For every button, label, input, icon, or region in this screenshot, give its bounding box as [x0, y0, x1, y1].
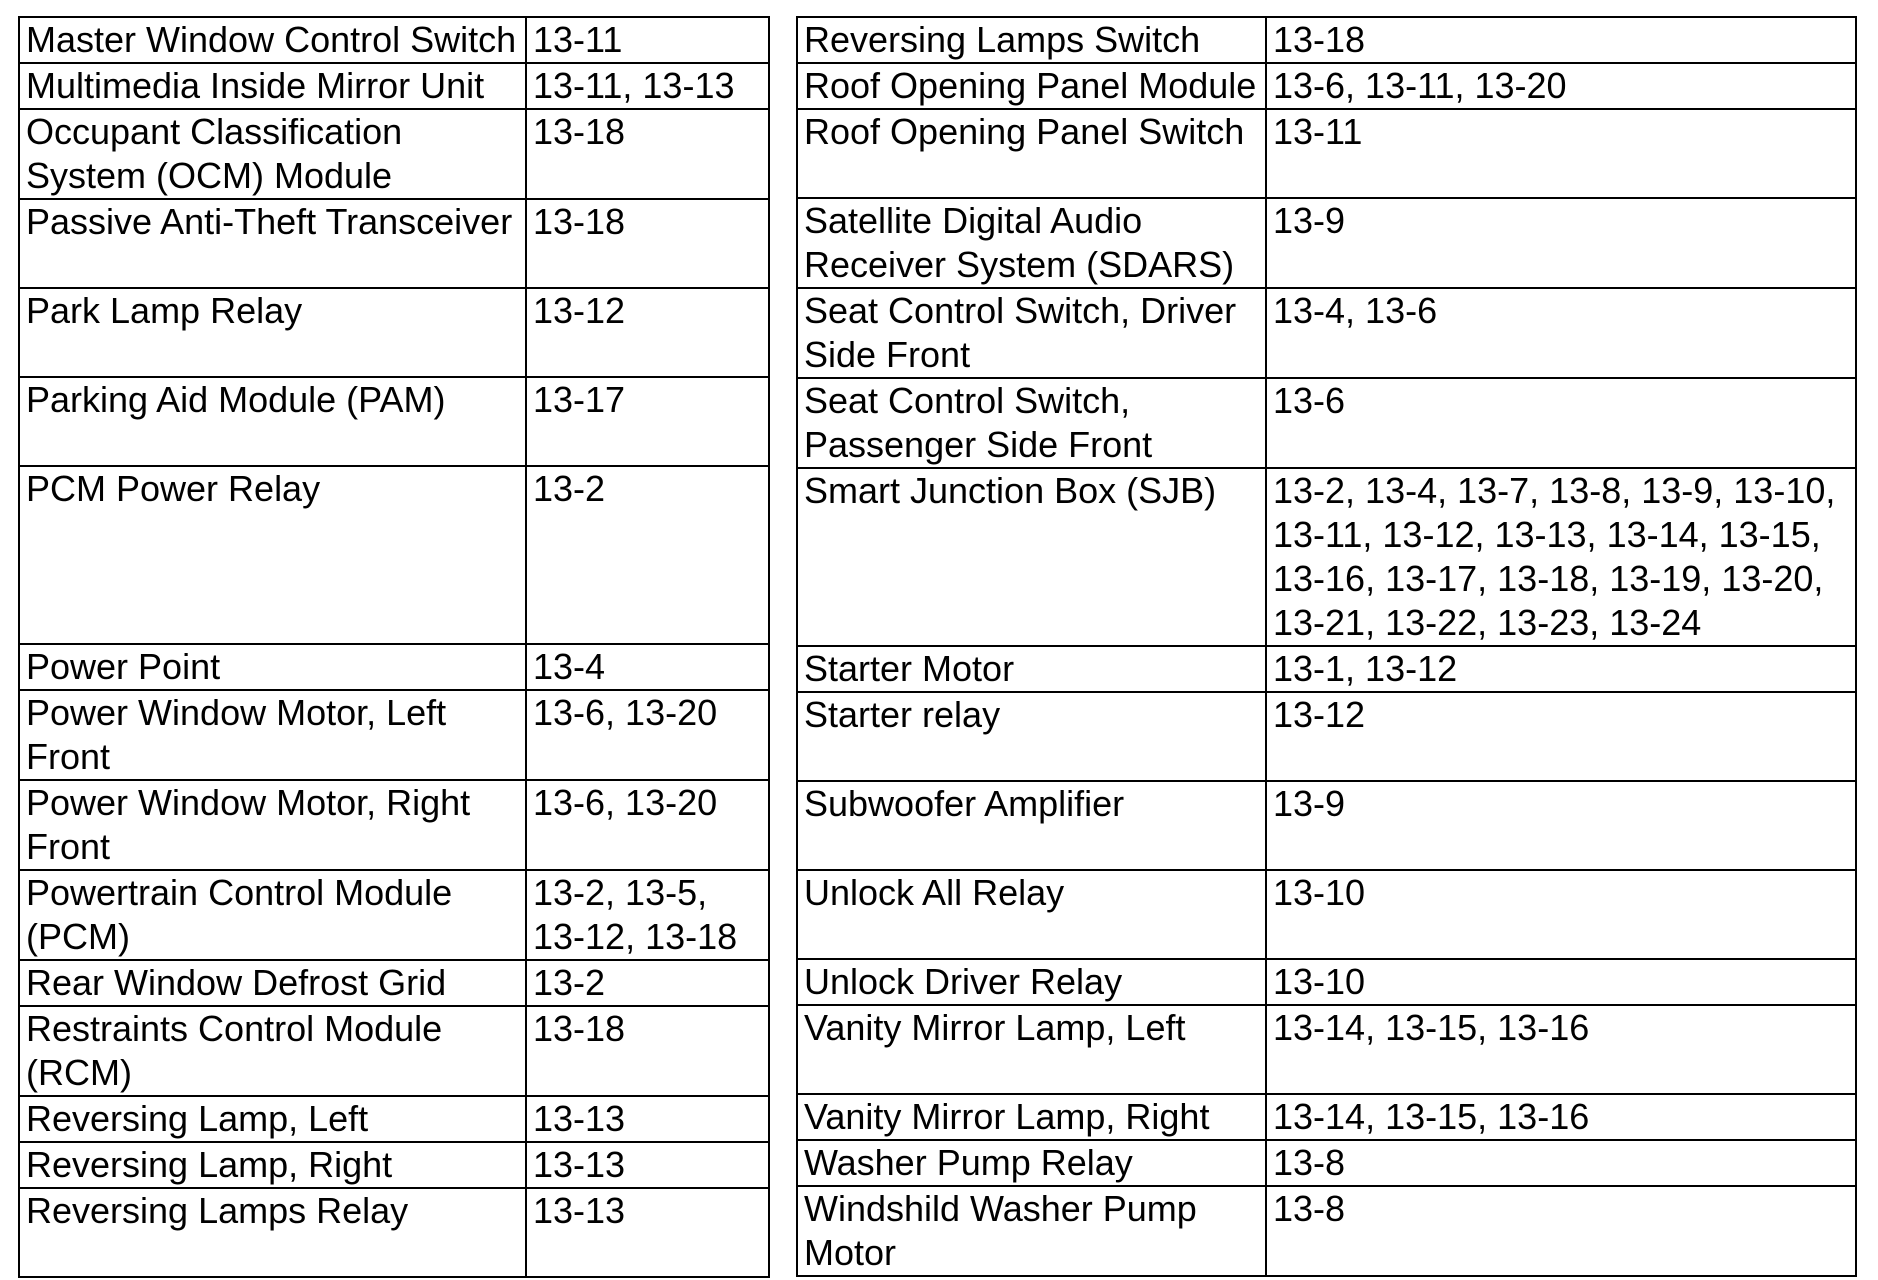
page-refs-cell: 13-4, 13-6 [1266, 288, 1856, 378]
table-row [19, 780, 769, 870]
table-row [797, 109, 1856, 198]
component-name-cell: Starter relay [797, 692, 1266, 781]
component-name-cell: Subwoofer Amplifier [797, 781, 1266, 870]
page-refs-cell: 13-18 [526, 109, 769, 199]
component-index-table-left [18, 16, 770, 1278]
page-refs-cell: 13-13 [526, 1142, 769, 1188]
component-name-cell: Reversing Lamps Relay [19, 1188, 526, 1277]
component-name-cell: Satellite Digital Audio Receiver System (SDARS) [797, 198, 1266, 288]
component-name-cell: Rear Window Defrost Grid [19, 960, 526, 1006]
component-name-cell: PCM Power Relay [19, 466, 526, 644]
page-refs-cell: 13-4 [526, 644, 769, 690]
component-name-cell: Seat Control Switch, Driver Side Front [797, 288, 1266, 378]
page-refs-cell: 13-12 [526, 288, 769, 377]
table-row [19, 1188, 769, 1277]
component-name-cell: Washer Pump Relay [797, 1140, 1266, 1186]
table-row [19, 870, 769, 960]
page-refs-cell: 13-2, 13-5, 13-12, 13-18 [526, 870, 769, 960]
component-name-cell: Power Window Motor, Right Front [19, 780, 526, 870]
component-index-table-right [796, 16, 1857, 1277]
table-row [19, 1142, 769, 1188]
table-row [797, 1005, 1856, 1094]
component-name-cell: Occupant Classification System (OCM) Module [19, 109, 526, 199]
table-row [19, 288, 769, 377]
page-refs-cell: 13-12 [1266, 692, 1856, 781]
table-row [19, 1096, 769, 1142]
table-row [797, 378, 1856, 468]
table-row [19, 109, 769, 199]
component-name-cell: Unlock Driver Relay [797, 959, 1266, 1005]
component-name-cell: Power Window Motor, Left Front [19, 690, 526, 780]
table-row [19, 17, 769, 63]
component-name-cell: Windshild Washer Pump Motor [797, 1186, 1266, 1276]
component-name-cell: Reversing Lamp, Right [19, 1142, 526, 1188]
table-row [19, 960, 769, 1006]
component-name-cell: Restraints Control Module (RCM) [19, 1006, 526, 1096]
page-refs-cell: 13-17 [526, 377, 769, 466]
page-refs-cell: 13-2 [526, 466, 769, 644]
component-name-cell: Master Window Control Switch [19, 17, 526, 63]
table-row [19, 377, 769, 466]
component-name-cell: Roof Opening Panel Switch [797, 109, 1266, 198]
table-row [797, 646, 1856, 692]
table-row [797, 63, 1856, 109]
table-row [19, 63, 769, 109]
table-row [797, 1140, 1856, 1186]
page-refs-cell: 13-14, 13-15, 13-16 [1266, 1005, 1856, 1094]
page-refs-cell: 13-13 [526, 1188, 769, 1277]
page-refs-cell: 13-18 [526, 1006, 769, 1096]
component-name-cell: Parking Aid Module (PAM) [19, 377, 526, 466]
page-refs-cell: 13-6, 13-11, 13-20 [1266, 63, 1856, 109]
page-refs-cell: 13-18 [1266, 17, 1856, 63]
component-name-cell: Reversing Lamps Switch [797, 17, 1266, 63]
page-refs-cell: 13-13 [526, 1096, 769, 1142]
table-row [797, 870, 1856, 959]
page-refs-cell: 13-6 [1266, 378, 1856, 468]
table-row [797, 17, 1856, 63]
table-row [797, 1186, 1856, 1276]
page-refs-cell: 13-10 [1266, 959, 1856, 1005]
page-refs-cell: 13-9 [1266, 198, 1856, 288]
page-refs-cell: 13-2, 13-4, 13-7, 13-8, 13-9, 13-10, 13-11, 13-12, 13-13, 13-14, 13-15, 13-16, 13-17, 13-18, 13-19, 13-20, 13-21, 13-22, 13-23, 13-24 [1266, 468, 1856, 646]
component-name-cell: Seat Control Switch, Passenger Side Front [797, 378, 1266, 468]
table-row [797, 959, 1856, 1005]
table-row [797, 198, 1856, 288]
table-row [19, 690, 769, 780]
component-name-cell: Vanity Mirror Lamp, Left [797, 1005, 1266, 1094]
page-refs-cell: 13-10 [1266, 870, 1856, 959]
component-name-cell: Power Point [19, 644, 526, 690]
page-refs-cell: 13-1, 13-12 [1266, 646, 1856, 692]
page-refs-cell: 13-18 [526, 199, 769, 288]
component-name-cell: Park Lamp Relay [19, 288, 526, 377]
page-refs-cell: 13-2 [526, 960, 769, 1006]
component-name-cell: Powertrain Control Module (PCM) [19, 870, 526, 960]
component-name-cell: Roof Opening Panel Module [797, 63, 1266, 109]
page-refs-cell: 13-6, 13-20 [526, 690, 769, 780]
table-row [797, 468, 1856, 646]
component-name-cell: Passive Anti-Theft Transceiver [19, 199, 526, 288]
table-row [19, 466, 769, 644]
page-refs-cell: 13-14, 13-15, 13-16 [1266, 1094, 1856, 1140]
page-refs-cell: 13-9 [1266, 781, 1856, 870]
page-refs-cell: 13-8 [1266, 1186, 1856, 1276]
page-refs-cell: 13-11 [1266, 109, 1856, 198]
component-name-cell: Vanity Mirror Lamp, Right [797, 1094, 1266, 1140]
table-row [797, 692, 1856, 781]
page-refs-cell: 13-11, 13-13 [526, 63, 769, 109]
page-refs-cell: 13-11 [526, 17, 769, 63]
table-row [19, 199, 769, 288]
component-name-cell: Starter Motor [797, 646, 1266, 692]
page-refs-cell: 13-8 [1266, 1140, 1856, 1186]
page-refs-cell: 13-6, 13-20 [526, 780, 769, 870]
table-row [19, 644, 769, 690]
component-name-cell: Multimedia Inside Mirror Unit [19, 63, 526, 109]
component-name-cell: Reversing Lamp, Left [19, 1096, 526, 1142]
table-row [19, 1006, 769, 1096]
table-row [797, 1094, 1856, 1140]
component-name-cell: Smart Junction Box (SJB) [797, 468, 1266, 646]
table-row [797, 288, 1856, 378]
component-name-cell: Unlock All Relay [797, 870, 1266, 959]
table-row [797, 781, 1856, 870]
